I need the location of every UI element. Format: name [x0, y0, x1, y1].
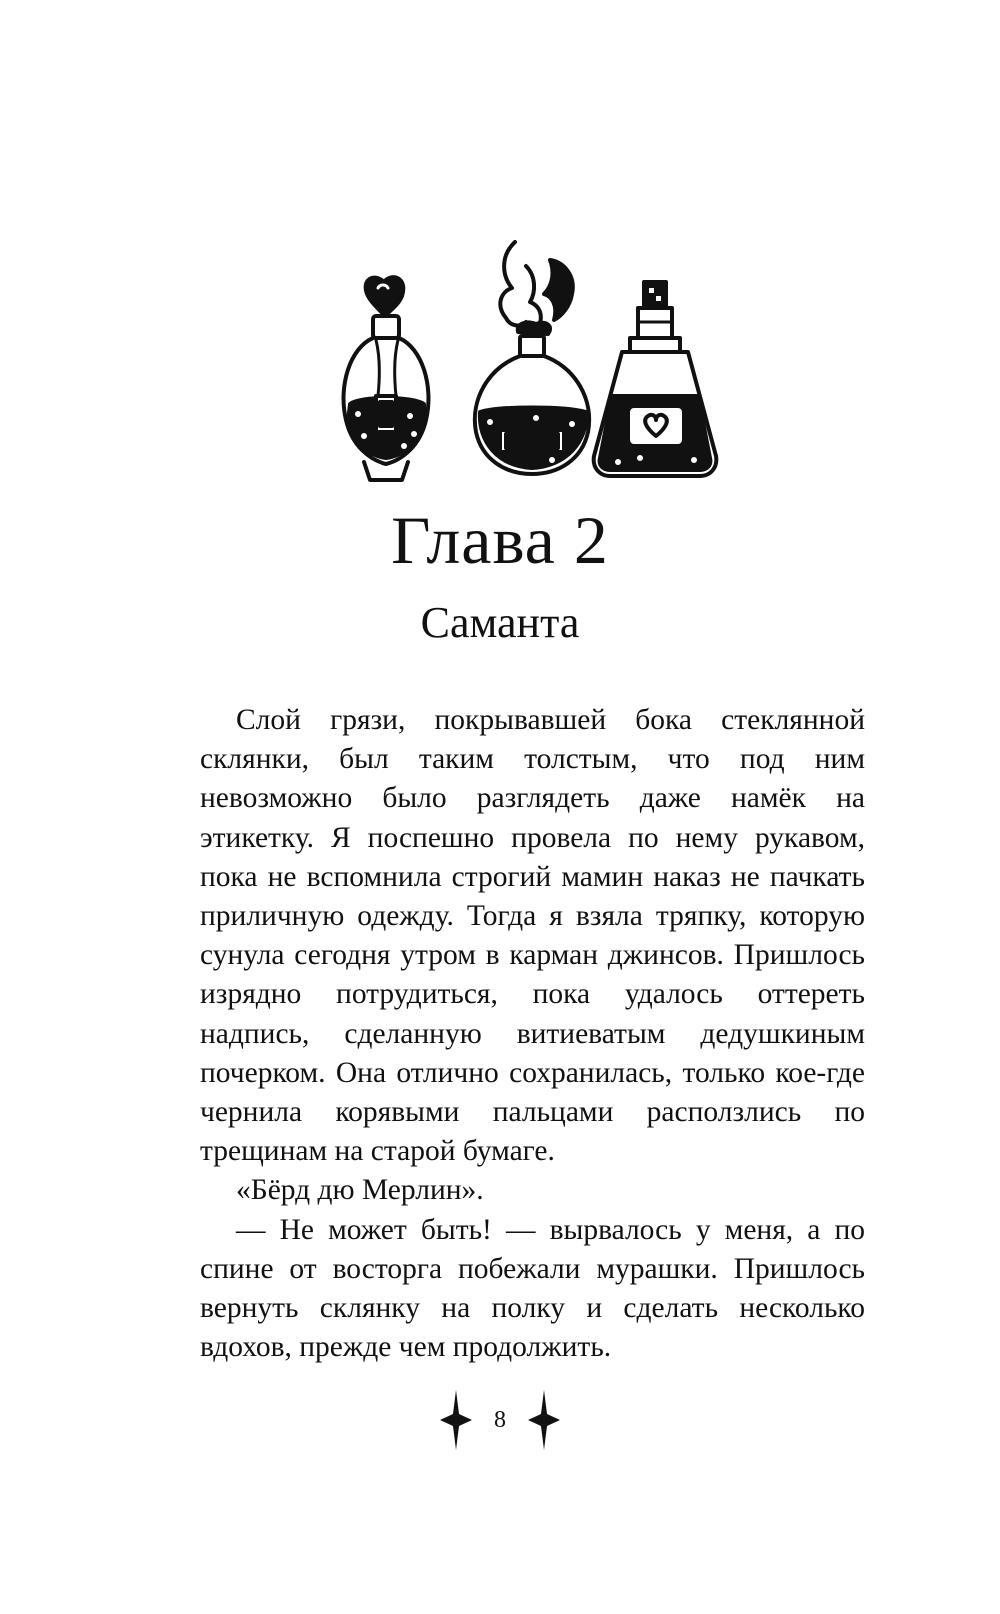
paragraph: «Бёрд дю Мерлин».: [236, 1174, 484, 1207]
potion-bottle-heart-label-icon: [594, 282, 717, 476]
paragraph: — Не может быть! — вырвалось у меня, а по спине от восторга побежали мурашки. Пришлось вернуть склянку на полку и сделать несколько вдохов, прежде чем продолжить.: [200, 1213, 865, 1364]
four-point-star-icon: [440, 1390, 472, 1450]
page-footer: [0, 1390, 1000, 1450]
chapter-subtitle: Саманта: [420, 598, 580, 647]
paragraph: Слой грязи, покрывавшей бока стеклянной склянки, был таким толстым, что под ним невозможно было разглядеть даже намёк на этикетку. Я поспешно провела по нему рукавом, пока не вспомнила строгий мамин наказ не пачкать приличную одежду. Тогда я взяла тряпку, которую сунула сегодня утром в карман джинсов. Пришлось изрядно потрудиться, пока удалось оттереть надпись, сделанную витиеватым дедушкиным почерком. Она отлично сохранилась, только кое-где чернила корявыми пальцами расползлись по трещинам на старой бумаге.: [200, 704, 865, 1168]
potion-flask-smoke-icon: [475, 242, 589, 474]
page-number: 8: [494, 1407, 506, 1433]
chapter-title: Глава 2: [391, 502, 609, 578]
potion-bottles-illustration: [340, 236, 730, 496]
four-point-star-icon: [528, 1390, 560, 1450]
chapter-body: [200, 701, 865, 1367]
potion-bottle-heart-stopper-icon: [344, 277, 429, 480]
